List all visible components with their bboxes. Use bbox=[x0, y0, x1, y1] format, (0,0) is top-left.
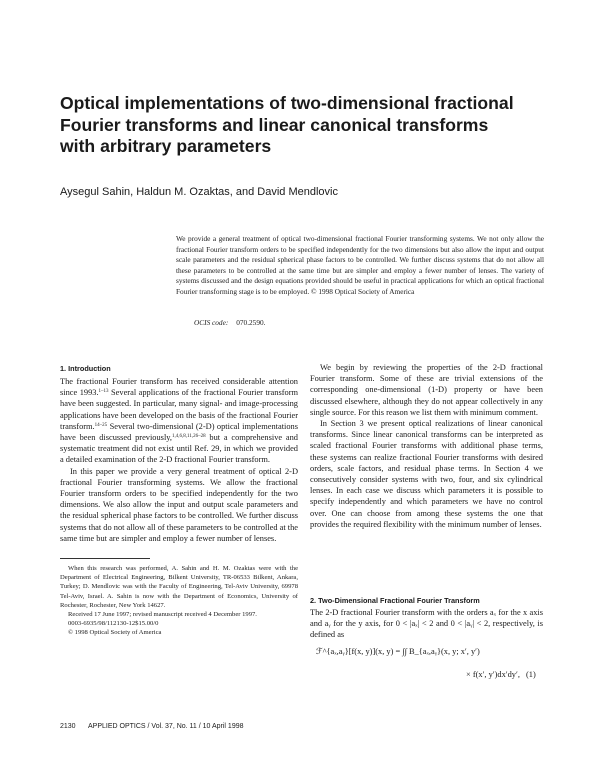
right-column-body bbox=[310, 362, 543, 530]
ocis-codes bbox=[194, 318, 265, 327]
ocis-value: 070.2590. bbox=[236, 318, 266, 327]
right-paragraph-2: In Section 3 we present optical realizations of linear canonical transforms. Since linear canonical transforms can be interpreted as scaled fractional Fourier transforms with additional phase terms, these systems can realize fractional Fourier transforms with desired orders, scale factors, and residual phase terms. In Section 4 we consecutively consider systems with two, four, and six cylindrical lenses. In each case we discuss which parameters it is possible to specify independently and which parameters we have no control over. One can choose from among these systems the one that provides the required flexibility with the minimum number of lenses. bbox=[310, 419, 543, 529]
right-paragraph-1: We begin by reviewing the properties of the 2-D fractional Fourier transform. Some of these are trivial extensions of the corresponding one-dimensional (1-D) property or have been discussed elsewhere, although they do not appear collectively in any single source. For this reason we list them with minimum comment. bbox=[310, 363, 543, 417]
title-line-3: with arbitrary parameters bbox=[60, 136, 272, 156]
ocis-label: OCIS code: bbox=[194, 318, 229, 327]
footnote-affiliations: When this research was performed, A. Sahin and H. M. Ozaktas were with the Department of Electrical Engineering, Bilkent University, TR-06533 Bilkent, Ankara, Turkey; D. Mendlovic was with the Faculty of Engineering, Tel-Aviv University, 69978 Tel-Aviv, Israel. A. Sahin is now with the Department of Economics, University of Rochester, Rochester, New York 14627. bbox=[60, 565, 298, 609]
footnote-issn: 0003-6935/98/112130-12$15.00/0 bbox=[68, 620, 159, 628]
paper-title bbox=[60, 93, 540, 158]
citation-ref: 1,4,6,8,11,26–28 bbox=[172, 434, 206, 440]
section-2-paragraph: The 2-D fractional Fourier transform with the orders aₓ for the x axis and aᵧ for the y axis, for 0 < |aₓ| < 2 and 0 < |aᵧ| < 2, respectively, is defined as bbox=[310, 608, 543, 640]
intro-paragraph-1 bbox=[60, 376, 298, 466]
abstract bbox=[176, 234, 544, 297]
footnote-copyright: © 1998 Optical Society of America bbox=[68, 629, 162, 637]
author-list: Aysegul Sahin, Haldun M. Ozaktas, and David Mendlovic bbox=[60, 186, 338, 198]
intro-p1-text-c: Several two-dimensional (2-D) optical implementations have been discussed previously, bbox=[60, 421, 298, 443]
citation-ref: 14–25 bbox=[94, 422, 108, 428]
footnotes bbox=[60, 564, 298, 638]
abstract-text: We provide a general treatment of optical two-dimensional fractional Fourier transforming systems. We not only allow the fractional Fourier transform orders to be specified independently for the two dimensions but also allow the input and output scale parameters and the residual spherical phase factors to be controlled. We further discuss systems that do not allow all these parameters to be controlled at the same time but are simpler and employ a fewer number of lenses. The variety of systems discussed and the design equations provided should be useful in practical applications for which an optical fractional Fourier transforming stage is to be employed. © 1998 Optical Society of America bbox=[176, 234, 544, 296]
intro-paragraph-2: In this paper we provide a very general treatment of optical 2-D fractional Fourier transforming systems. We allow the fractional Fourier transform orders to be specified independently for the two dimensions. We also allow the input and output scale parameters and the residual spherical phase factors to be controlled. We further discuss systems that do not allow all of these parameters to be controlled at the same time but are simpler and employ a fewer number of lenses. bbox=[60, 466, 299, 543]
section-1-body bbox=[60, 376, 298, 544]
intro-p1-text-a: The fractional Fourier transform has received considerable attention since 1993. bbox=[60, 377, 298, 398]
title-line-2: Fourier transforms and linear canonical transforms bbox=[60, 114, 489, 135]
section-1-heading: 1. Introduction bbox=[60, 364, 111, 373]
citation-ref: 1–13 bbox=[98, 389, 109, 395]
journal-info: APPLIED OPTICS / Vol. 37, No. 11 / 10 April 1998 bbox=[88, 723, 244, 730]
title-line-1: Optical implementations of two-dimensional fractional bbox=[60, 93, 514, 113]
intro-p1-text-b: Several applications of the fractional Fourier transform have been suggested. In particular, many signal- and image-processing applications have been developed on the basis of the fractional Fourier transform. bbox=[60, 388, 298, 431]
page-number: 2130 bbox=[60, 723, 76, 730]
section-2-body bbox=[310, 607, 543, 641]
equation-1-line-1: ℱ^{aₓ,aᵧ}[f(x, y)](x, y) = ∫∫ B_{aₓ,aᵧ}(x, y; x′, y′) bbox=[316, 647, 480, 656]
footnote-received: Received 17 June 1997; revised manuscript received 4 December 1997. bbox=[68, 611, 257, 619]
equation-1-line-2: × f(x′, y′)dx′dy′, bbox=[466, 670, 520, 679]
equation-1-number: (1) bbox=[526, 670, 536, 679]
intro-p1-text-d: but a comprehensive and systematic treatment did not exist until Ref. 29, in which we provided a detailed examination of the 2-D fractional Fourier transform. bbox=[60, 433, 298, 465]
section-2-heading: 2. Two-Dimensional Fractional Fourier Transform bbox=[310, 596, 480, 605]
footnote-divider bbox=[60, 558, 150, 559]
